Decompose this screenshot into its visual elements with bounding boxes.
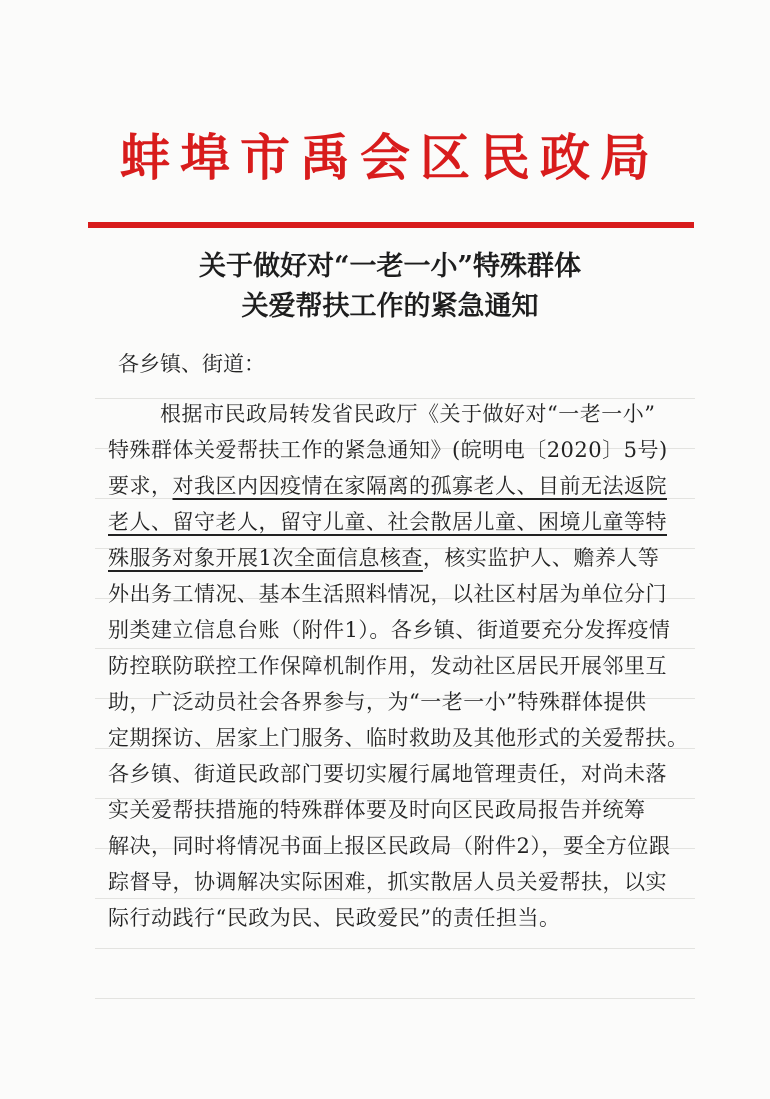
underlined-text: 殊服务对象开展1次全面信息核查 (108, 546, 423, 570)
body-line: 助，广泛动员社会各界参与，为“一老一小”特殊群体提供 (108, 690, 647, 714)
underlined-text: 对我区内因疫情在家隔离的孤寡老人、目前无法返院 (172, 474, 667, 498)
document-title-line-1: 关于做好对“一老一小”特殊群体 (198, 251, 582, 282)
body-line: 解决，同时将情况书面上报区民政局（附件2），要全方位跟 (108, 834, 671, 858)
body-line: 各乡镇、街道民政部门要切实履行属地管理责任，对尚未落 (108, 762, 667, 786)
ruled-line (95, 648, 695, 649)
body-text: 要求， (108, 474, 173, 498)
body-line (108, 542, 668, 572)
body-text: ，核实监护人、赡养人等 (422, 546, 660, 570)
body-line: 别类建立信息台账（附件1）。各乡镇、街道要充分发挥疫情 (108, 618, 671, 642)
body-line: 踪督导，协调解决实际困难，抓实散居人员关爱帮扶，以实 (108, 870, 667, 894)
red-separator-bar (88, 222, 694, 228)
body-line: 防控联防联控工作保障机制作用，发动社区居民开展邻里互 (108, 654, 667, 678)
body-line: 根据市民政局转发省民政厅《关于做好对“一老一小” (160, 402, 656, 426)
underlined-body-line: 老人、留守老人，留守儿童、社会散居儿童、困境儿童等特 (108, 510, 667, 534)
body-line: 外出务工情况、基本生活照料情况，以社区村居为单位分门 (108, 582, 667, 606)
salutation: 各乡镇、街道： (118, 352, 265, 376)
body-line: 定期探访、居家上门服务、临时救助及其他形式的关爱帮扶。 (108, 726, 689, 750)
body-line: 特殊群体关爱帮扶工作的紧急通知》(皖明电〔2020〕5号) (108, 438, 668, 462)
body-line: 实关爱帮扶措施的特殊群体要及时向区民政局报告并统筹 (108, 798, 646, 822)
document-title-line-2: 关爱帮扶工作的紧急通知 (241, 291, 539, 322)
ruled-line (95, 898, 695, 899)
body-line (108, 470, 668, 500)
body-line: 际行动践行“民政为民、民政爱民”的责任担当。 (108, 906, 561, 930)
ruled-line (95, 948, 695, 949)
ruled-line (95, 998, 695, 999)
agency-header: 蚌埠市禹会区民政局 (120, 128, 660, 187)
